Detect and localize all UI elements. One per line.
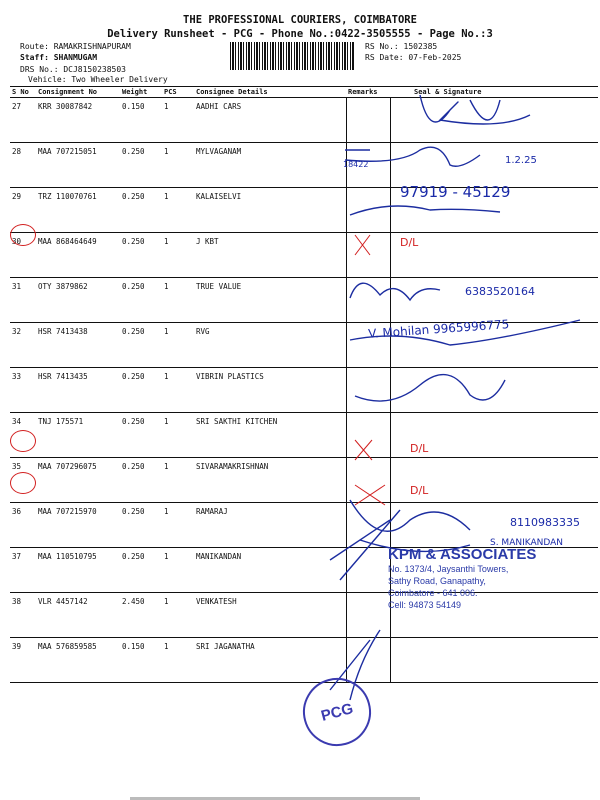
cell-sno: 28	[10, 143, 36, 188]
cell-consignee: MYLVAGANAM	[194, 143, 346, 188]
cell-weight: 0.250	[120, 323, 162, 368]
cell-weight: 0.250	[120, 548, 162, 593]
col-sno: S No	[10, 87, 36, 98]
cell-consignment: TRZ 110070761	[36, 188, 120, 233]
cell-consignee: AADHI CARS	[194, 98, 346, 143]
route-label: Route: RAMAKRISHNAPURAM	[20, 42, 131, 51]
cell-consignment: OTY 3879862	[36, 278, 120, 323]
col-consignee: Consignee Details	[194, 87, 346, 98]
stamp-line4: Cell: 94873 54149	[388, 600, 462, 610]
kpm-associates-stamp	[388, 546, 598, 610]
stamp-name: KPM & ASSOCIATES	[388, 546, 537, 563]
cell-pcs: 1	[162, 278, 194, 323]
cell-consignee: KALAISELVI	[194, 188, 346, 233]
cell-pcs: 1	[162, 503, 194, 548]
cell-sno: 32	[10, 323, 36, 368]
cell-sno: 33	[10, 368, 36, 413]
vehicle-label: Vehicle: Two Wheeler Delivery	[28, 75, 168, 84]
stamp-line1: No. 1373/4, Jaysanthi Towers,	[388, 564, 509, 574]
cell-sno: 35	[10, 458, 36, 503]
runsheet-subtitle: Delivery Runsheet - PCG - Phone No.:0422-3505555 - Page No.:3	[107, 28, 493, 40]
sign-date: 1.2.25	[505, 155, 537, 166]
cell-sno: 37	[10, 548, 36, 593]
cell-sno: 27	[10, 98, 36, 143]
cell-pcs: 1	[162, 593, 194, 638]
cell-consignment: VLR 4457142	[36, 593, 120, 638]
cell-pcs: 1	[162, 143, 194, 188]
cell-consignee: J KBT	[194, 233, 346, 278]
col-weight: Weight	[120, 87, 162, 98]
cell-weight: 2.450	[120, 593, 162, 638]
staff-label: Staff: SHANMUGAM	[20, 53, 98, 62]
cell-consignee: VENKATESH	[194, 593, 346, 638]
cell-consignment: MAA 576859585	[36, 638, 120, 683]
red-circle-35	[10, 430, 36, 452]
cell-consignee: SRI JAGANATHA	[194, 638, 346, 683]
cell-pcs: 1	[162, 323, 194, 368]
cell-pcs: 1	[162, 368, 194, 413]
signature-32: V. Mohilan 9965996775	[367, 317, 510, 341]
cell-consignment: TNJ 175571	[36, 413, 120, 458]
stamp-line3: Coimbatore - 641 006.	[388, 588, 478, 598]
cell-weight: 0.250	[120, 503, 162, 548]
cell-sno: 30	[10, 233, 36, 278]
cell-weight: 0.250	[120, 233, 162, 278]
cell-consignee: RVG	[194, 323, 346, 368]
cell-consignee: TRUE VALUE	[194, 278, 346, 323]
cell-consignment: MAA 707215970	[36, 503, 120, 548]
cell-pcs: 1	[162, 233, 194, 278]
cell-weight: 0.250	[120, 368, 162, 413]
cell-weight: 0.250	[120, 413, 162, 458]
phone-31: 6383520164	[465, 285, 535, 298]
cell-sno: 29	[10, 188, 36, 233]
remark-dl-30: D/L	[400, 236, 419, 249]
stamp-line2: Sathy Road, Ganapathy,	[388, 576, 486, 586]
cell-consignee: MANIKANDAN	[194, 548, 346, 593]
rs-date: RS Date: 07-Feb-2025	[365, 53, 462, 62]
rs-number: RS No.: 1502385	[365, 42, 438, 51]
phone-37: 8110983335	[510, 516, 580, 529]
col-remarks: Remarks	[346, 87, 390, 98]
cell-consignee: SRI SAKTHI KITCHEN	[194, 413, 346, 458]
cell-weight: 0.250	[120, 143, 162, 188]
cell-consignee: RAMARAJ	[194, 503, 346, 548]
cell-sno: 31	[10, 278, 36, 323]
cell-weight: 0.150	[120, 638, 162, 683]
cell-consignment: MAA 707296075	[36, 458, 120, 503]
remark-dl-35: D/L	[410, 442, 429, 455]
cell-weight: 0.250	[120, 188, 162, 233]
cell-consignee: SIVARAMAKRISHNAN	[194, 458, 346, 503]
cell-pcs: 1	[162, 188, 194, 233]
remark-dl-36: D/L	[410, 484, 429, 497]
cell-weight: 0.250	[120, 458, 162, 503]
red-circle-30	[10, 224, 36, 246]
cell-sno: 36	[10, 503, 36, 548]
cell-consignment: HSR 7413438	[36, 323, 120, 368]
cell-sno: 39	[10, 638, 36, 683]
pcg-stamp: PCG	[295, 670, 378, 753]
col-signature: Seal & Signature	[390, 87, 598, 98]
name-37: S. MANIKANDAN	[490, 538, 564, 548]
cell-weight: 0.150	[120, 98, 162, 143]
phone-29: 97919 - 45129	[400, 183, 511, 201]
cell-pcs: 1	[162, 548, 194, 593]
cell-consignment: MAA 868464649	[36, 233, 120, 278]
cell-pcs: 1	[162, 98, 194, 143]
remark-18422: 18422	[343, 160, 369, 169]
cell-consignment: MAA 110510795	[36, 548, 120, 593]
red-circle-36	[10, 472, 36, 494]
cell-sno: 34	[10, 413, 36, 458]
cell-consignment: KRR 30087842	[36, 98, 120, 143]
drs-number: DRS No.: DCJ8150238503	[20, 65, 126, 74]
cell-consignee: VIBRIN PLASTICS	[194, 368, 346, 413]
cell-weight: 0.250	[120, 278, 162, 323]
cell-pcs: 1	[162, 638, 194, 683]
cell-pcs: 1	[162, 413, 194, 458]
col-consignment: Consignment No	[36, 87, 120, 98]
cell-pcs: 1	[162, 458, 194, 503]
cell-consignment: MAA 707215051	[36, 143, 120, 188]
col-pcs: PCS	[162, 87, 194, 98]
cell-sno: 38	[10, 593, 36, 638]
company-title: THE PROFESSIONAL COURIERS, COIMBATORE	[183, 14, 417, 26]
cell-consignment: HSR 7413435	[36, 368, 120, 413]
